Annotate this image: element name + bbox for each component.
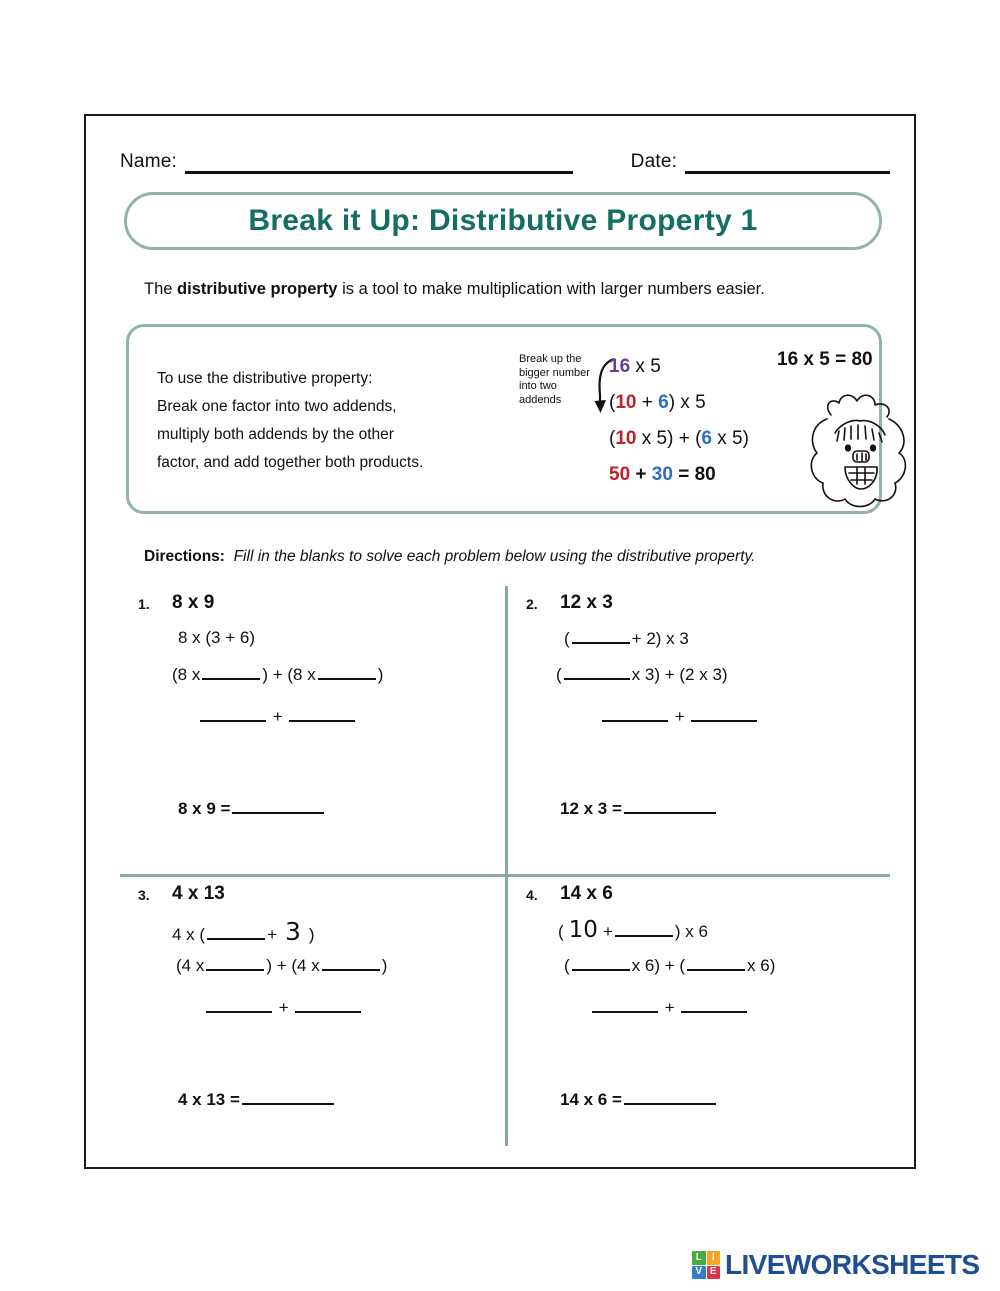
worksheet-page: [84, 114, 916, 1169]
problem-3-plus: +: [274, 998, 294, 1017]
problem-2-line2: [564, 628, 689, 649]
problem-2-total-label: 12 x 3 =: [560, 799, 622, 818]
problem-2-expression: 12 x 3: [560, 592, 613, 613]
problem-1: [120, 586, 505, 874]
intro-prefix: The: [144, 280, 178, 298]
title-banner: [124, 192, 882, 250]
problem-1-line2-text: 8 x (3 + 6): [178, 628, 256, 647]
problem-1-line3-a: (8 x: [172, 665, 201, 684]
problem-2-line2-post: + 2) x 3: [631, 629, 689, 648]
problem-3-line2: [172, 919, 315, 945]
example-box: [126, 324, 882, 514]
problem-1-blank-2[interactable]: [318, 664, 376, 680]
problem-4-line4: [590, 997, 749, 1018]
problem-2-plus: +: [670, 707, 690, 726]
name-label: Name:: [120, 151, 177, 172]
problem-1-plus: +: [268, 707, 288, 726]
date-label: Date:: [630, 151, 678, 172]
problem-3-number: 3.: [138, 887, 150, 903]
problem-1-total: [178, 798, 326, 819]
problem-3-line2-mid: +: [267, 925, 277, 944]
problem-3-blank-5[interactable]: [295, 997, 361, 1013]
problem-1-line4: [198, 706, 357, 727]
problem-2-line3-a: (: [556, 665, 562, 684]
logo-cell-v: V: [692, 1266, 706, 1280]
problem-4-line2-post: ) x 6: [674, 922, 708, 941]
name-date-row: [120, 140, 890, 174]
directions-label: Directions:: [144, 548, 225, 565]
problem-3-line2-pre: 4 x (: [172, 925, 206, 944]
problem-3: [120, 877, 505, 1165]
problem-4-total: [560, 1089, 718, 1110]
problem-3-line3: [176, 955, 387, 976]
example-worked-math: [609, 349, 749, 493]
liveworksheets-mark-icon: [692, 1251, 720, 1279]
liveworksheets-logo[interactable]: [692, 1248, 980, 1282]
problem-2-line3: [556, 664, 728, 685]
problem-1-blank-3[interactable]: [200, 706, 266, 722]
problem-1-line3: [172, 664, 383, 685]
problem-4-filled-answer[interactable]: 10: [568, 917, 598, 943]
problem-4-line2: [558, 919, 708, 942]
problem-2-line2-pre: (: [564, 629, 570, 648]
example-steps: [157, 365, 423, 477]
problem-2-number: 2.: [526, 596, 538, 612]
example-note: Break up the bigger number into two addends: [519, 353, 590, 406]
page-title: Break it Up: Distributive Property 1: [248, 204, 758, 237]
directions-line: [144, 548, 755, 566]
problem-4-blank-4[interactable]: [592, 997, 658, 1013]
problem-3-line4: [204, 997, 363, 1018]
problem-3-total: [178, 1089, 336, 1110]
problem-3-blank-3[interactable]: [322, 955, 380, 971]
problem-4-blank-2[interactable]: [572, 955, 630, 971]
example-math-row-3: (10 x 5) + (6 x 5): [609, 428, 749, 449]
logo-cell-e: E: [707, 1266, 721, 1280]
liveworksheets-wordmark: LIVEWORKSHEETS: [725, 1249, 980, 1280]
example-math-row-2: (10 + 6) x 5: [609, 392, 706, 413]
problem-4-line3: [564, 955, 775, 976]
problem-3-line3-a: (4 x: [176, 956, 205, 975]
problem-4: [508, 877, 893, 1165]
problem-1-answer-blank[interactable]: [232, 798, 324, 814]
logo-cell-l: L: [692, 1251, 706, 1265]
problem-1-expression: 8 x 9: [172, 592, 215, 613]
problem-3-answer-blank[interactable]: [242, 1089, 334, 1105]
name-input-line[interactable]: [185, 171, 573, 174]
problem-2-blank-3[interactable]: [602, 706, 668, 722]
problem-4-line3-c: x 6): [747, 956, 776, 975]
problem-4-plus: +: [660, 998, 680, 1017]
problem-grid: [120, 586, 890, 1146]
problem-2-answer-blank[interactable]: [624, 798, 716, 814]
intro-bold-term: distributive property: [177, 280, 338, 298]
problem-3-blank-2[interactable]: [206, 955, 264, 971]
problem-4-answer-blank[interactable]: [624, 1089, 716, 1105]
problem-4-blank-3[interactable]: [687, 955, 745, 971]
example-step-1: To use the distributive property:: [157, 370, 373, 387]
logo-cell-i: I: [707, 1251, 721, 1265]
problem-3-line2-post: ): [308, 925, 315, 944]
problem-2-blank-1[interactable]: [572, 628, 630, 644]
problem-2: [508, 586, 893, 874]
problem-1-line3-c: ): [377, 665, 384, 684]
example-answer: 16 x 5 = 80: [777, 349, 873, 370]
problem-3-line3-b: ) + (4 x: [266, 956, 320, 975]
problem-1-blank-4[interactable]: [289, 706, 355, 722]
llama-face-icon: [801, 385, 919, 511]
example-step-2: Break one factor into two addends,: [157, 398, 397, 415]
problem-4-total-label: 14 x 6 =: [560, 1090, 622, 1109]
example-step-4: factor, and add together both products.: [157, 454, 424, 471]
problem-2-line4: [600, 706, 759, 727]
problem-1-number: 1.: [138, 596, 150, 612]
intro-sentence: [144, 280, 765, 299]
intro-suffix: is a tool to make multiplication with larger numbers easier.: [337, 280, 765, 298]
example-math-row-4: 50 + 30 = 80: [609, 464, 716, 485]
problem-3-line3-c: ): [381, 956, 388, 975]
problem-3-expression: 4 x 13: [172, 883, 225, 904]
problem-1-total-label: 8 x 9 =: [178, 799, 231, 818]
problem-1-line3-b: ) + (8 x: [262, 665, 316, 684]
example-step-3: multiply both addends by the other: [157, 426, 394, 443]
problem-4-blank-1[interactable]: [615, 921, 673, 937]
problem-2-total: [560, 798, 718, 819]
example-math-row-1: 16 x 5: [609, 356, 661, 377]
directions-text: Fill in the blanks to solve each problem below using the distributive property.: [233, 548, 756, 565]
problem-1-blank-1[interactable]: [202, 664, 260, 680]
problem-3-blank-1[interactable]: [207, 924, 265, 940]
problem-4-number: 4.: [526, 887, 538, 903]
problem-3-blank-4[interactable]: [206, 997, 272, 1013]
problem-1-line2: [178, 628, 255, 648]
problem-4-expression: 14 x 6: [560, 883, 613, 904]
problem-2-blank-2[interactable]: [564, 664, 630, 680]
problem-4-line3-a: (: [564, 956, 570, 975]
problem-3-total-label: 4 x 13 =: [178, 1090, 240, 1109]
problem-4-line2-pre: (: [558, 922, 564, 941]
problem-4-line2-mid: +: [602, 922, 613, 941]
problem-4-line3-b: x 6) + (: [631, 956, 686, 975]
problem-4-blank-5[interactable]: [681, 997, 747, 1013]
problem-2-blank-4[interactable]: [691, 706, 757, 722]
date-input-line[interactable]: [685, 171, 890, 174]
problem-3-filled-answer[interactable]: 3: [285, 917, 301, 946]
problem-2-line3-b: x 3) + (2 x 3): [631, 665, 728, 684]
